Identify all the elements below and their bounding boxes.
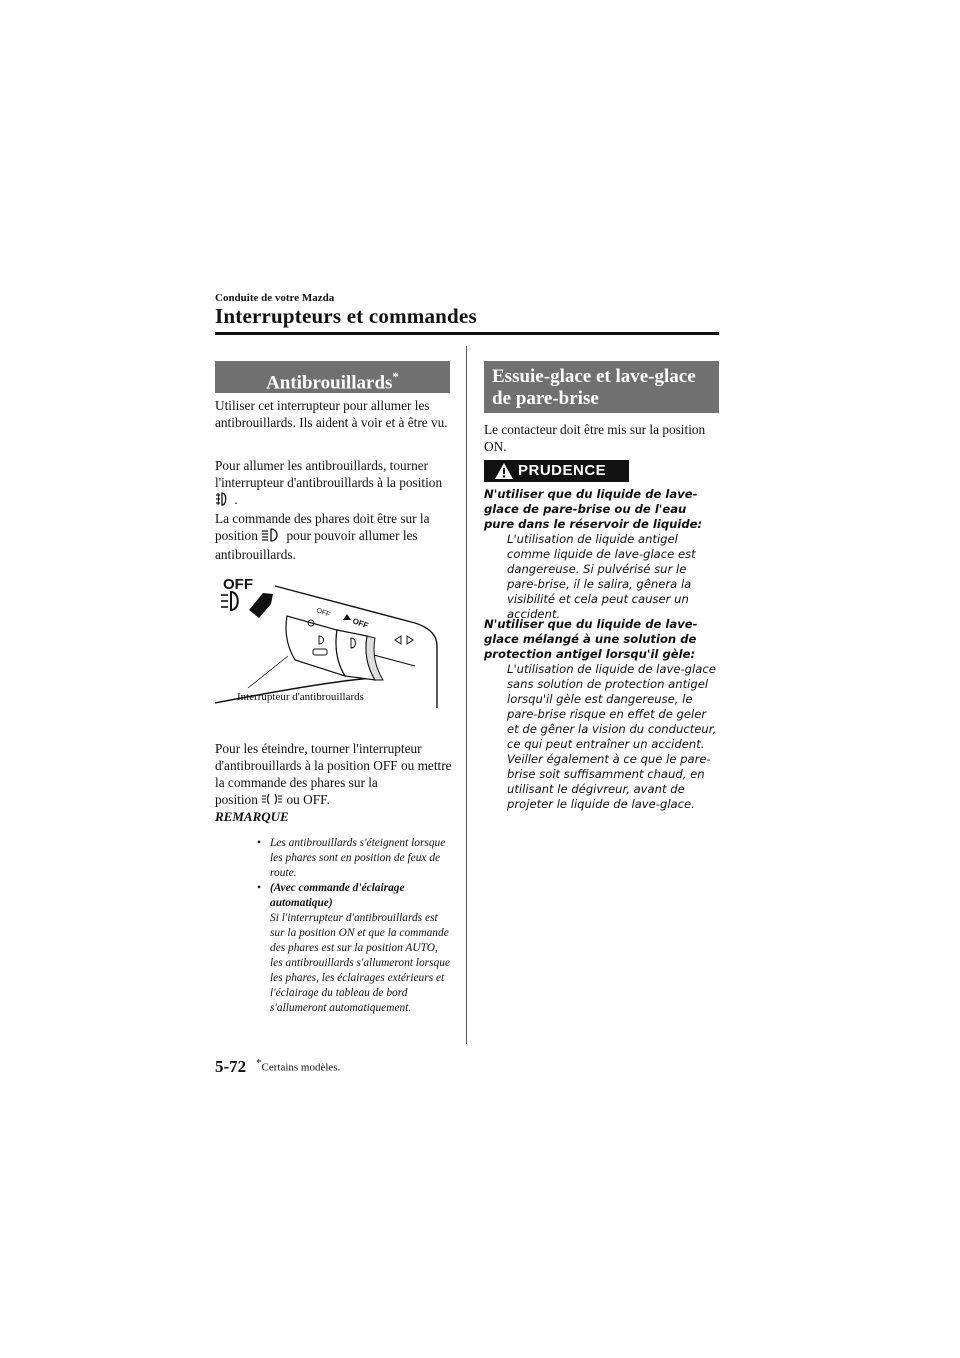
warning-1-title (484, 487, 720, 532)
switch-off-label-1: OFF (315, 607, 331, 619)
turn-on-text-b: . (234, 492, 238, 507)
wiper-heading-line-2: de pare-brise (492, 388, 599, 409)
note-item-2-bold: (Avec commande d'éclairage automatique) (270, 882, 405, 910)
left-paragraph-1 (215, 397, 453, 431)
fog-lights-heading-text: Antibrouillards (266, 372, 393, 394)
note-item-2 (255, 881, 453, 1016)
column-divider (466, 346, 467, 1044)
turn-on-text-a: Pour allumer les antibrouillards, tourner l'interrupteur d'antibrouillards à la position (215, 458, 443, 490)
turn-off-text (215, 740, 453, 810)
headlight-text-a: La commande des phares doit être sur la (215, 510, 430, 526)
fog-light-icon (215, 492, 231, 510)
wiper-heading (484, 361, 719, 413)
page-number: 5-72 (215, 1057, 247, 1076)
intro-text: Utiliser cet interrupteur pour allumer les antibrouillards. Ils aident à voir et à être vu. (215, 398, 448, 430)
warning-1-body: L'utilisation de liquide antigel comme liquide de lave-glace est dangereuse. Si pulvérisé sur le pare-brise, il le salira, gênera la visibilité et cela peut causer un accident. (507, 532, 696, 621)
header-rule (215, 332, 719, 335)
turn-off-text-a: Pour les éteindre, tourner l'interrupteur d'antibrouillards à la position OFF ou mettre la commande des phares sur la (215, 741, 452, 790)
fog-lights-heading (215, 361, 450, 393)
left-paragraph-4 (215, 740, 453, 810)
warning-2-title-text: N'utiliser que du liquide de lave-glace mélangé à une solution de protection antigel lorsqu'il gèle: (484, 617, 698, 661)
warning-1-title-text: N'utiliser que du liquide de lave-glace de pare-brise ou de l'eau pure dans le réservoir de liquide: (484, 487, 703, 531)
headlight-text-c: pour pouvoir allumer les antibrouillards. (215, 527, 418, 562)
headlight-icon (261, 528, 283, 546)
warning-2 (484, 617, 720, 812)
footnote (256, 1057, 340, 1074)
section-title: Interrupteurs et commandes (215, 304, 477, 328)
note-block (215, 808, 453, 1028)
turn-off-text-b: position (215, 792, 258, 807)
footnote-mark: * (256, 1057, 262, 1069)
headlight-text-b: position (215, 527, 258, 543)
left-paragraph-2 (215, 457, 453, 563)
caution-label: PRUDENCE (518, 462, 607, 479)
ignition-text: Le contacteur doit être mis sur la position ON. (484, 422, 706, 454)
note-item-1 (255, 836, 453, 881)
note-item-1-text: Les antibrouillards s'éteignent lorsque les phares sont en position de feux de route. (270, 837, 446, 880)
note-item-2-text: Si l'interrupteur d'antibrouillards est sur la position ON et que la commande des phares est sur la position AUTO, les antibrouillards s'allumeront lorsque les phares, les éclairages extérieurs et l'éclairage du tableau de bord s'allumeront automatiquement. (270, 912, 450, 1015)
wiper-heading-line-1: Essuie-glace et lave-glace (492, 366, 696, 387)
turn-off-text-c: ou OFF. (286, 792, 330, 807)
off-label: OFF (223, 576, 253, 593)
direction-arrows-icon (395, 636, 413, 644)
switch-off-label-2: OFF (351, 616, 370, 631)
note-list (215, 836, 453, 1016)
optional-mark: * (392, 369, 399, 384)
warning-1 (484, 487, 720, 622)
chapter-title: Conduite de votre Mazda (215, 292, 335, 304)
footnote-text: Certains modèles. (261, 1061, 341, 1074)
warning-2-body: L'utilisation de liquide de lave-glace sans solution de protection antigel lorsqu'il gèle est dangereuse, le pare-brise risque en effet de geler et de gêner la vision du conducteur, ce qui peut entraîner un accident. Veiller également à ce que le pare-brise soit suffisamment chaud, en utilisant le dégivreur, avant de projeter le liquide de lave-glace. (507, 662, 717, 811)
right-paragraph-1 (484, 421, 720, 455)
figure-caption: Interrupteur d'antibrouillards (237, 691, 364, 703)
warning-2-title (484, 617, 720, 662)
fog-light-icon-large (221, 592, 238, 610)
warning-icon (494, 462, 514, 487)
turn-on-text (215, 457, 453, 563)
note-title: REMARQUE (215, 809, 289, 824)
caution-banner (484, 460, 629, 482)
